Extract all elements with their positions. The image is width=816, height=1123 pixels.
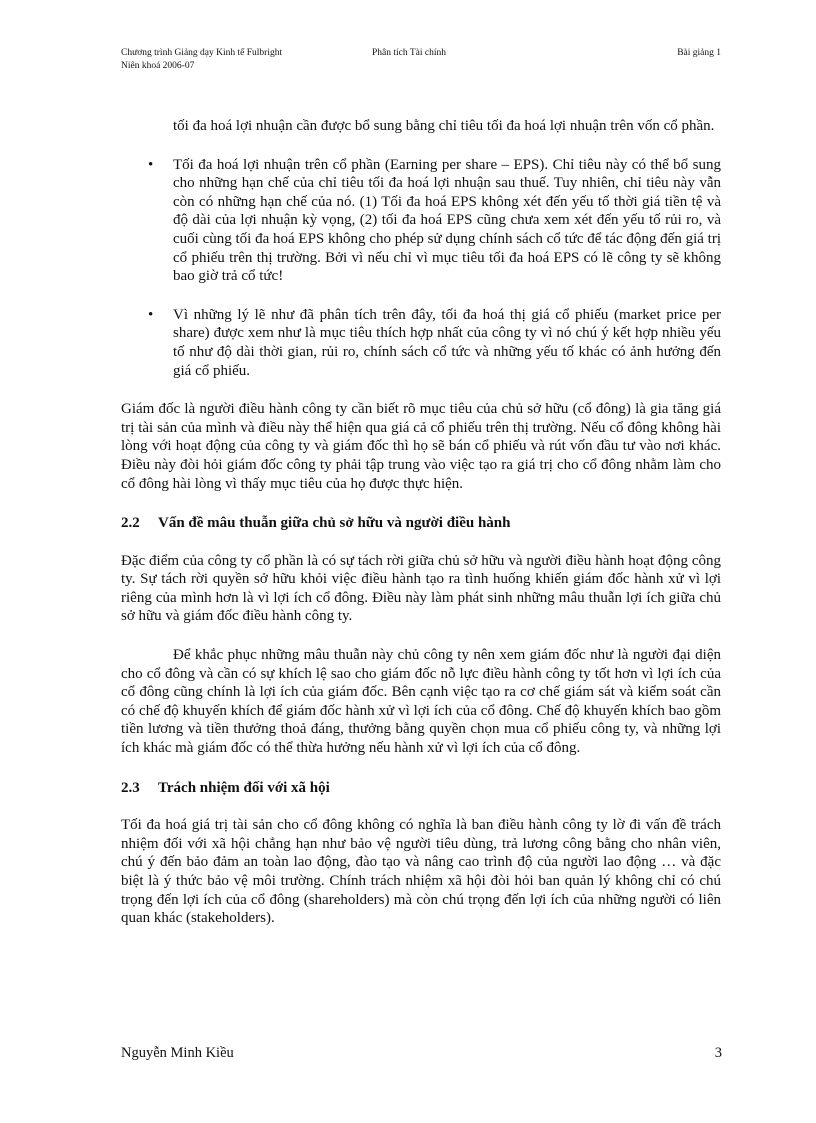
section-title: Vấn đề mâu thuẫn giữa chủ sở hữu và người điều hành bbox=[158, 515, 511, 532]
header-year: Niên khoá 2006-07 bbox=[121, 61, 195, 71]
paragraph-social-responsibility: Tối đa hoá giá trị tài sản cho cổ đông không có nghĩa là ban điều hành công ty lờ đi vấn đề trách nhiệm đối với xã hội chẳng hạn như bảo vệ người tiêu dùng, trả lương công bằng cho nhân viên, chú ý đến bảo đảm an toàn lao động, đào tạo và nâng cao trình độ của người lao động … và đặc biệt là ý thức bảo vệ môi trường. Chính trách nhiệm xã hội đòi hỏi ban quản lý không chỉ có chú trọng đến lợi ích của cổ đông (shareholders) mà còn chú trọng đến lợi ích của những người có liên quan khác (stakeholders). bbox=[121, 817, 721, 927]
continuation-text: tối đa hoá lợi nhuận cần được bổ sung bằng chỉ tiêu tối đa hoá lợi nhuận trên vốn cổ phần. bbox=[173, 118, 715, 134]
header-title: Phân tích Tài chính bbox=[372, 48, 446, 58]
section-number: 2.2 bbox=[121, 515, 140, 532]
paragraph-director: Giám đốc là người điều hành công ty cần biết rõ mục tiêu của chủ sở hữu (cổ đông) là gia tăng giá trị tài sản của mình và điều này thể hiện qua giá cả cổ phiếu trên thị trường. Nếu cổ đông không hài lòng với hoạt động của công ty và giám đốc thì họ sẽ bán cổ phiếu và rút vốn đầu tư vào nơi khác. Điều này đòi hỏi giám đốc công ty phải tập trung vào việc tạo ra giá trị cho cổ đông nhằm làm cho cổ đông hài lòng vì thấy mục tiêu của họ được thực hiện. bbox=[121, 401, 721, 492]
paragraph-incentives: Để khắc phục những mâu thuẫn này chủ công ty nên xem giám đốc như là người đại diện cho cổ đông và cần có sự khích lệ sao cho giám đốc nỗ lực điều hành công ty tốt hơn vì lợi ích của cổ đông cũng chính là lợi ích của giám đốc. Bên cạnh việc tạo ra cơ chế giám sát và kiểm soát cần có chế độ khuyến khích để giám đốc hành xử vì lợi ích của cổ đông. Chế độ khuyến khích bao gồm tiền lương và tiền thưởng thoả đáng, thưởng bằng quyền chọn mua cổ phiếu công ty, và những lợi ích khác mà giám đốc có thể thừa hưởng nếu hành xử vì lợi ích của cổ đông. bbox=[121, 647, 721, 757]
paragraph-separation: Đặc điểm của công ty cổ phần là có sự tách rời giữa chủ sở hữu và người điều hành hoạt động công ty. Sự tách rời quyền sở hữu khỏi việc điều hành tạo ra tình huống khiến giám đốc hành xử vì lợi riêng của mình hơn là vì lợi ích cổ đông. Điều này làm phát sinh những mâu thuẫn lợi ích giữa chủ sở hữu và giám đốc điều hành công ty. bbox=[121, 552, 721, 625]
bullet-text: Vì những lý lẽ như đã phân tích trên đây, tối đa hoá thị giá cổ phiếu (market price per share) được xem như là mục tiêu thích hợp nhất của công ty vì nó chú ý kết hợp nhiều yếu tố như độ dài thời gian, rủi ro, chính sách cổ tức và những yếu tố khác có ảnh hưởng đến giá cổ phiếu. bbox=[173, 306, 721, 379]
bullet-item bbox=[121, 156, 721, 286]
bullet-symbol: • bbox=[148, 156, 154, 173]
section-heading-2-3 bbox=[121, 779, 721, 798]
header-lecture: Bài giảng 1 bbox=[677, 48, 721, 58]
section-title: Trách nhiệm đối với xã hội bbox=[158, 779, 330, 796]
header-program: Chương trình Giảng dạy Kinh tế Fulbright bbox=[121, 48, 283, 58]
footer-author: Nguyễn Minh Kiều bbox=[121, 1045, 234, 1061]
section-number: 2.3 bbox=[121, 779, 140, 796]
document-body bbox=[121, 117, 721, 928]
bullet-text: Tối đa hoá lợi nhuận trên cổ phần (Earning per share – EPS). Chỉ tiêu này có thể bổ sung cho những hạn chế của chỉ tiêu tối đa hoá lợi nhuận sau thuế. Tuy nhiên, chỉ tiêu này vẫn còn có những hạn chế của nó. (1) Tối đa hoá EPS không xét đến yếu tố thời giá tiền tệ và độ dài của lợi nhuận kỳ vọng, (2) tối đa hoá EPS cũng chưa xem xét đến yếu tố rủi ro, và cuối cùng tối đa hoá EPS không cho phép sử dụng chính sách cổ tức để tác động đến giá trị cổ phiếu trên thị trường. Bởi vì nếu chỉ vì mục tiêu tối đa hoá EPS có lẽ công ty sẽ không bao giờ trả cổ tức! bbox=[173, 156, 721, 285]
page-number: 3 bbox=[714, 1045, 722, 1061]
bullet-symbol: • bbox=[148, 306, 154, 323]
section-heading-2-2 bbox=[121, 514, 721, 533]
bullet-item bbox=[121, 306, 721, 380]
